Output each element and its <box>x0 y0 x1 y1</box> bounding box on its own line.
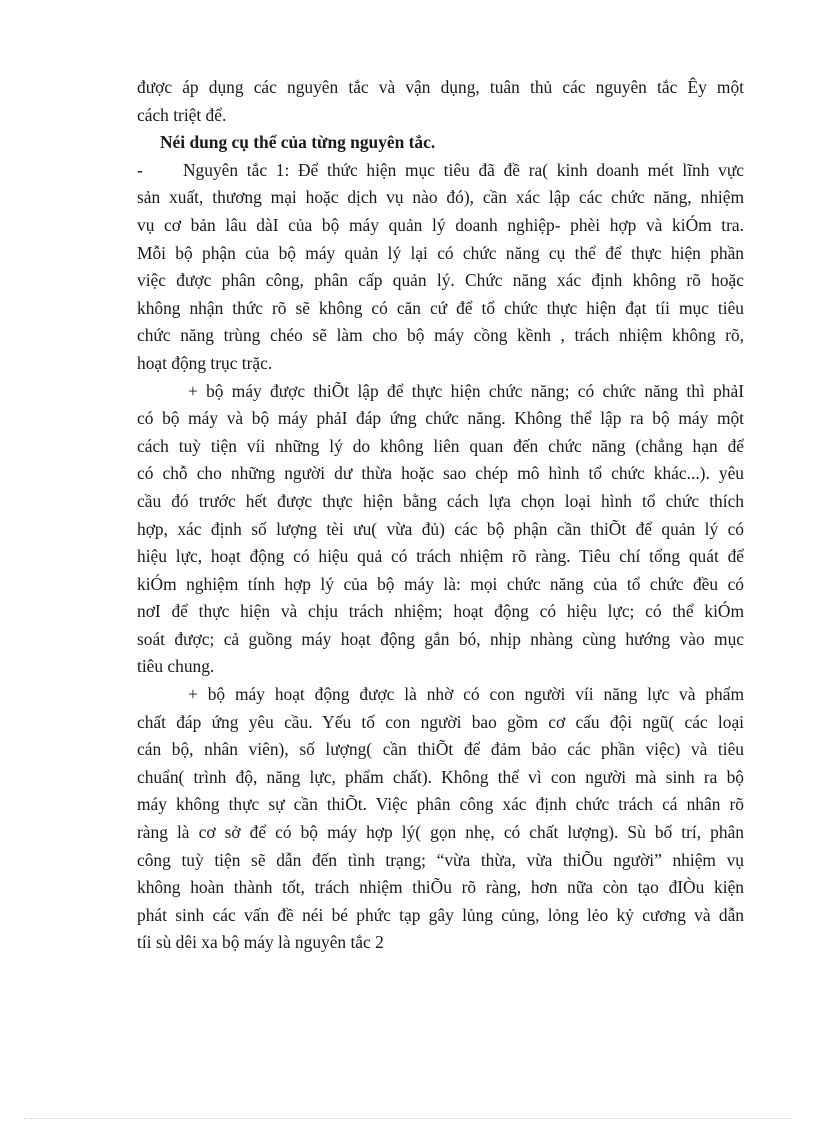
text-line: phát sinh các vấn đề néi bé phức tạp gây lủng củng, lỏng lẻo kỷ cương và dẫn <box>137 904 744 925</box>
text-line: tíi sù dêi xa bộ máy là nguyên tắc 2 <box>137 932 384 953</box>
text-line: chất đáp ứng yêu cầu. Yếu tố con người bao gồm cơ cấu đội ngũ( các loại <box>137 711 744 732</box>
text-line: cầu đó trước hết được thực hiện bằng cách lựa chọn loại hình tổ chức thích <box>137 490 744 511</box>
text-line: hợp, xác định số lượng tèi ưu( vừa đủ) các bộ phận cần thiÕt để quản lý có <box>137 518 744 539</box>
text-line: chuẩn( trình độ, năng lực, phẩm chất). Không thể vì con người mà sinh ra bộ <box>137 766 744 787</box>
text-line: Mỗi bộ phận của bộ máy quản lý lại có chức năng cụ thể để thực hiện phần <box>137 242 744 263</box>
text-line: không hoàn thành tốt, trách nhiệm thiÕu rõ ràng, hơn nữa còn tạo đIÒu kiện <box>137 877 744 898</box>
text-line: kiÓm nghiệm tính hợp lý của bộ máy là: mọi chức năng của tổ chức đều có <box>137 573 744 594</box>
text-line: được áp dụng các nguyên tắc và vận dụng, tuân thủ các nguyên tắc Êy một <box>137 77 744 97</box>
section-heading: Néi dung cụ thể của từng nguyên tắc. <box>160 132 436 153</box>
text-line: + bộ máy hoạt động được là nhờ có con người víi năng lực và phẩm <box>188 684 744 705</box>
text-line: nơI để thực hiện và chịu trách nhiệm; hoạt động có hiệu lực; có thể kiÓm <box>137 601 744 622</box>
list-dash: - <box>137 159 143 180</box>
text-line: cách triệt để. <box>137 104 227 125</box>
text-line: hiệu lực, hoạt động có hiệu quả có trách nhiệm rõ ràng. Tiêu chí tổng quát để <box>137 546 744 567</box>
text-line: có bộ máy và bộ máy phảI đáp ứng chức năng. Không thể lập ra bộ máy một <box>137 408 744 429</box>
text-line: cán bộ, nhân viên), số lượng( cần thiÕt để đảm bảo các phần việc) và tiêu <box>137 739 744 760</box>
text-line: ràng là cơ sở để có bộ máy hợp lý( gọn nhẹ, có chất lượng). Sù bố trí, phân <box>137 822 744 843</box>
text-line: sản xuất, thương mại hoặc dịch vụ nào đó), cần xác lập các chức năng, nhiệm <box>137 187 744 208</box>
text-line: có chỗ cho những người dư thừa hoặc sao chép mô hình tổ chức khác...). yêu <box>137 463 744 484</box>
text-line: tiêu chung. <box>137 656 215 677</box>
text-line: cách tuỳ tiện víi những lý do không liên quan đến chức năng (chẳng hạn để <box>137 435 744 456</box>
text-line: + bộ máy được thiÕt lập để thực hiện chức năng; có chức năng thì phảI <box>188 380 744 401</box>
page-bottom-rule <box>24 1118 792 1119</box>
text-line <box>137 157 744 185</box>
text-line: máy không thực sự cần thiÕt. Việc phân công xác định chức trách cá nhân rõ <box>137 794 744 815</box>
body-text <box>137 74 744 957</box>
text-line: soát được; cả guồng máy hoạt động gắn bó, nhịp nhàng cùng hướng vào mục <box>137 628 744 649</box>
text-line: công tuỳ tiện sẽ dẫn đến tình trạng; “vừa thừa, vừa thiÕu người” nhiệm vụ <box>137 849 744 870</box>
text-line-content: Nguyên tắc 1: Để thức hiện mục tiêu đã đề ra( kinh doanh mét lĩnh vực <box>183 159 744 180</box>
text-line: vụ cơ bản lâu dàI của bộ máy quản lý doanh nghiệp- phèi hợp và kiÓm tra. <box>137 214 744 235</box>
text-line: chức năng trùng chéo sẽ làm cho bộ máy cồng kềnh , trách nhiệm không rõ, <box>137 325 744 346</box>
text-line: việc được phân công, phân cấp quản lý. Chức năng xác định không rõ hoặc <box>137 270 744 291</box>
text-line: không nhận thức rõ sẽ không có căn cứ để tổ chức thực hiện đạt tíi mục tiêu <box>137 297 744 318</box>
text-line: hoạt động trục trặc. <box>137 352 273 373</box>
